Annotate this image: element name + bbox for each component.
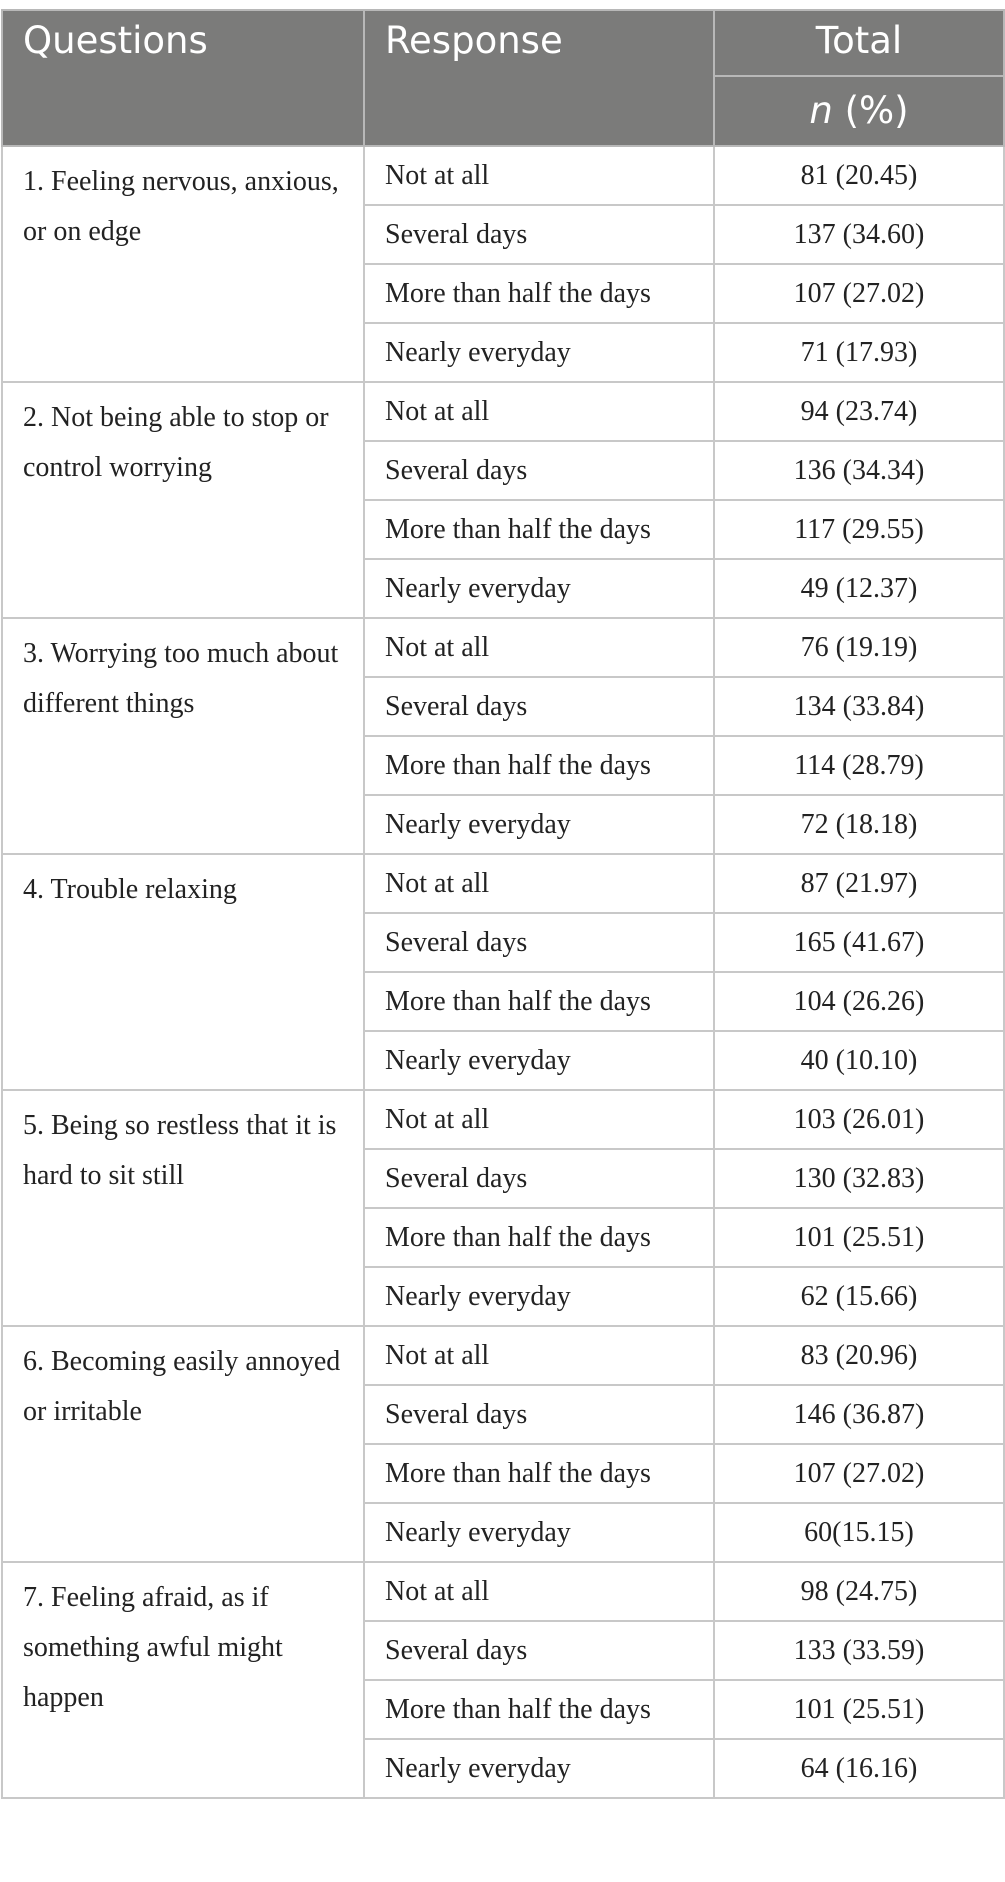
question-cell: 1. Feeling nervous, anxious, or on edge	[2, 146, 364, 382]
response-cell: More than half the days	[364, 1208, 714, 1267]
total-value-cell: 94 (23.74)	[714, 382, 1004, 441]
total-value-cell: 146 (36.87)	[714, 1385, 1004, 1444]
total-value-cell: 40 (10.10)	[714, 1031, 1004, 1090]
question-cell: 5. Being so restless that it is hard to sit still	[2, 1090, 364, 1326]
total-value-cell: 134 (33.84)	[714, 677, 1004, 736]
total-value-cell: 103 (26.01)	[714, 1090, 1004, 1149]
unit-n-label: n	[809, 89, 833, 132]
table-row	[2, 146, 1004, 205]
total-value-cell: 76 (19.19)	[714, 618, 1004, 677]
response-cell: Several days	[364, 441, 714, 500]
total-value-cell: 130 (32.83)	[714, 1149, 1004, 1208]
response-cell: Nearly everyday	[364, 1031, 714, 1090]
total-value-cell: 165 (41.67)	[714, 913, 1004, 972]
questions-column-header: Questions	[2, 10, 364, 146]
question-cell: 6. Becoming easily annoyed or irritable	[2, 1326, 364, 1562]
table-row	[2, 382, 1004, 441]
unit-header	[714, 76, 1004, 146]
response-cell: More than half the days	[364, 972, 714, 1031]
response-cell: Several days	[364, 1621, 714, 1680]
question-cell: 2. Not being able to stop or control worrying	[2, 382, 364, 618]
total-value-cell: 136 (34.34)	[714, 441, 1004, 500]
response-cell: Nearly everyday	[364, 559, 714, 618]
unit-percent-label: (%)	[832, 89, 909, 132]
total-value-cell: 72 (18.18)	[714, 795, 1004, 854]
question-cell: 4. Trouble relaxing	[2, 854, 364, 1090]
total-value-cell: 107 (27.02)	[714, 1444, 1004, 1503]
response-cell: More than half the days	[364, 500, 714, 559]
response-cell: Not at all	[364, 1090, 714, 1149]
response-cell: Several days	[364, 913, 714, 972]
response-cell: More than half the days	[364, 1444, 714, 1503]
question-cell: 7. Feeling afraid, as if something awful might happen	[2, 1562, 364, 1798]
total-value-cell: 101 (25.51)	[714, 1208, 1004, 1267]
total-value-cell: 117 (29.55)	[714, 500, 1004, 559]
total-value-cell: 87 (21.97)	[714, 854, 1004, 913]
table-row	[2, 1090, 1004, 1149]
response-cell: More than half the days	[364, 1680, 714, 1739]
total-value-cell: 71 (17.93)	[714, 323, 1004, 382]
total-value-cell: 101 (25.51)	[714, 1680, 1004, 1739]
total-column-header: Total	[714, 10, 1004, 76]
total-value-cell: 104 (26.26)	[714, 972, 1004, 1031]
total-value-cell: 137 (34.60)	[714, 205, 1004, 264]
response-cell: Nearly everyday	[364, 1739, 714, 1798]
anxiety-responses-table	[1, 9, 1005, 1799]
response-cell: Several days	[364, 1385, 714, 1444]
response-cell: Nearly everyday	[364, 323, 714, 382]
total-value-cell: 62 (15.66)	[714, 1267, 1004, 1326]
response-column-header: Response	[364, 10, 714, 146]
table-row	[2, 1326, 1004, 1385]
table-row	[2, 854, 1004, 913]
response-cell: More than half the days	[364, 736, 714, 795]
total-value-cell: 114 (28.79)	[714, 736, 1004, 795]
total-value-cell: 60(15.15)	[714, 1503, 1004, 1562]
total-value-cell: 107 (27.02)	[714, 264, 1004, 323]
question-cell: 3. Worrying too much about different things	[2, 618, 364, 854]
response-cell: Not at all	[364, 854, 714, 913]
header-row	[2, 10, 1004, 76]
response-cell: Several days	[364, 677, 714, 736]
response-cell: Not at all	[364, 146, 714, 205]
total-value-cell: 98 (24.75)	[714, 1562, 1004, 1621]
response-cell: More than half the days	[364, 264, 714, 323]
total-value-cell: 81 (20.45)	[714, 146, 1004, 205]
total-value-cell: 83 (20.96)	[714, 1326, 1004, 1385]
table-header	[2, 10, 1004, 146]
response-cell: Nearly everyday	[364, 1267, 714, 1326]
table-body	[2, 146, 1004, 1798]
response-cell: Several days	[364, 205, 714, 264]
response-cell: Several days	[364, 1149, 714, 1208]
response-cell: Nearly everyday	[364, 795, 714, 854]
total-value-cell: 133 (33.59)	[714, 1621, 1004, 1680]
total-value-cell: 49 (12.37)	[714, 559, 1004, 618]
table-row	[2, 618, 1004, 677]
response-cell: Not at all	[364, 1326, 714, 1385]
response-cell: Nearly everyday	[364, 1503, 714, 1562]
response-cell: Not at all	[364, 382, 714, 441]
table-row	[2, 1562, 1004, 1621]
response-cell: Not at all	[364, 1562, 714, 1621]
response-cell: Not at all	[364, 618, 714, 677]
total-value-cell: 64 (16.16)	[714, 1739, 1004, 1798]
